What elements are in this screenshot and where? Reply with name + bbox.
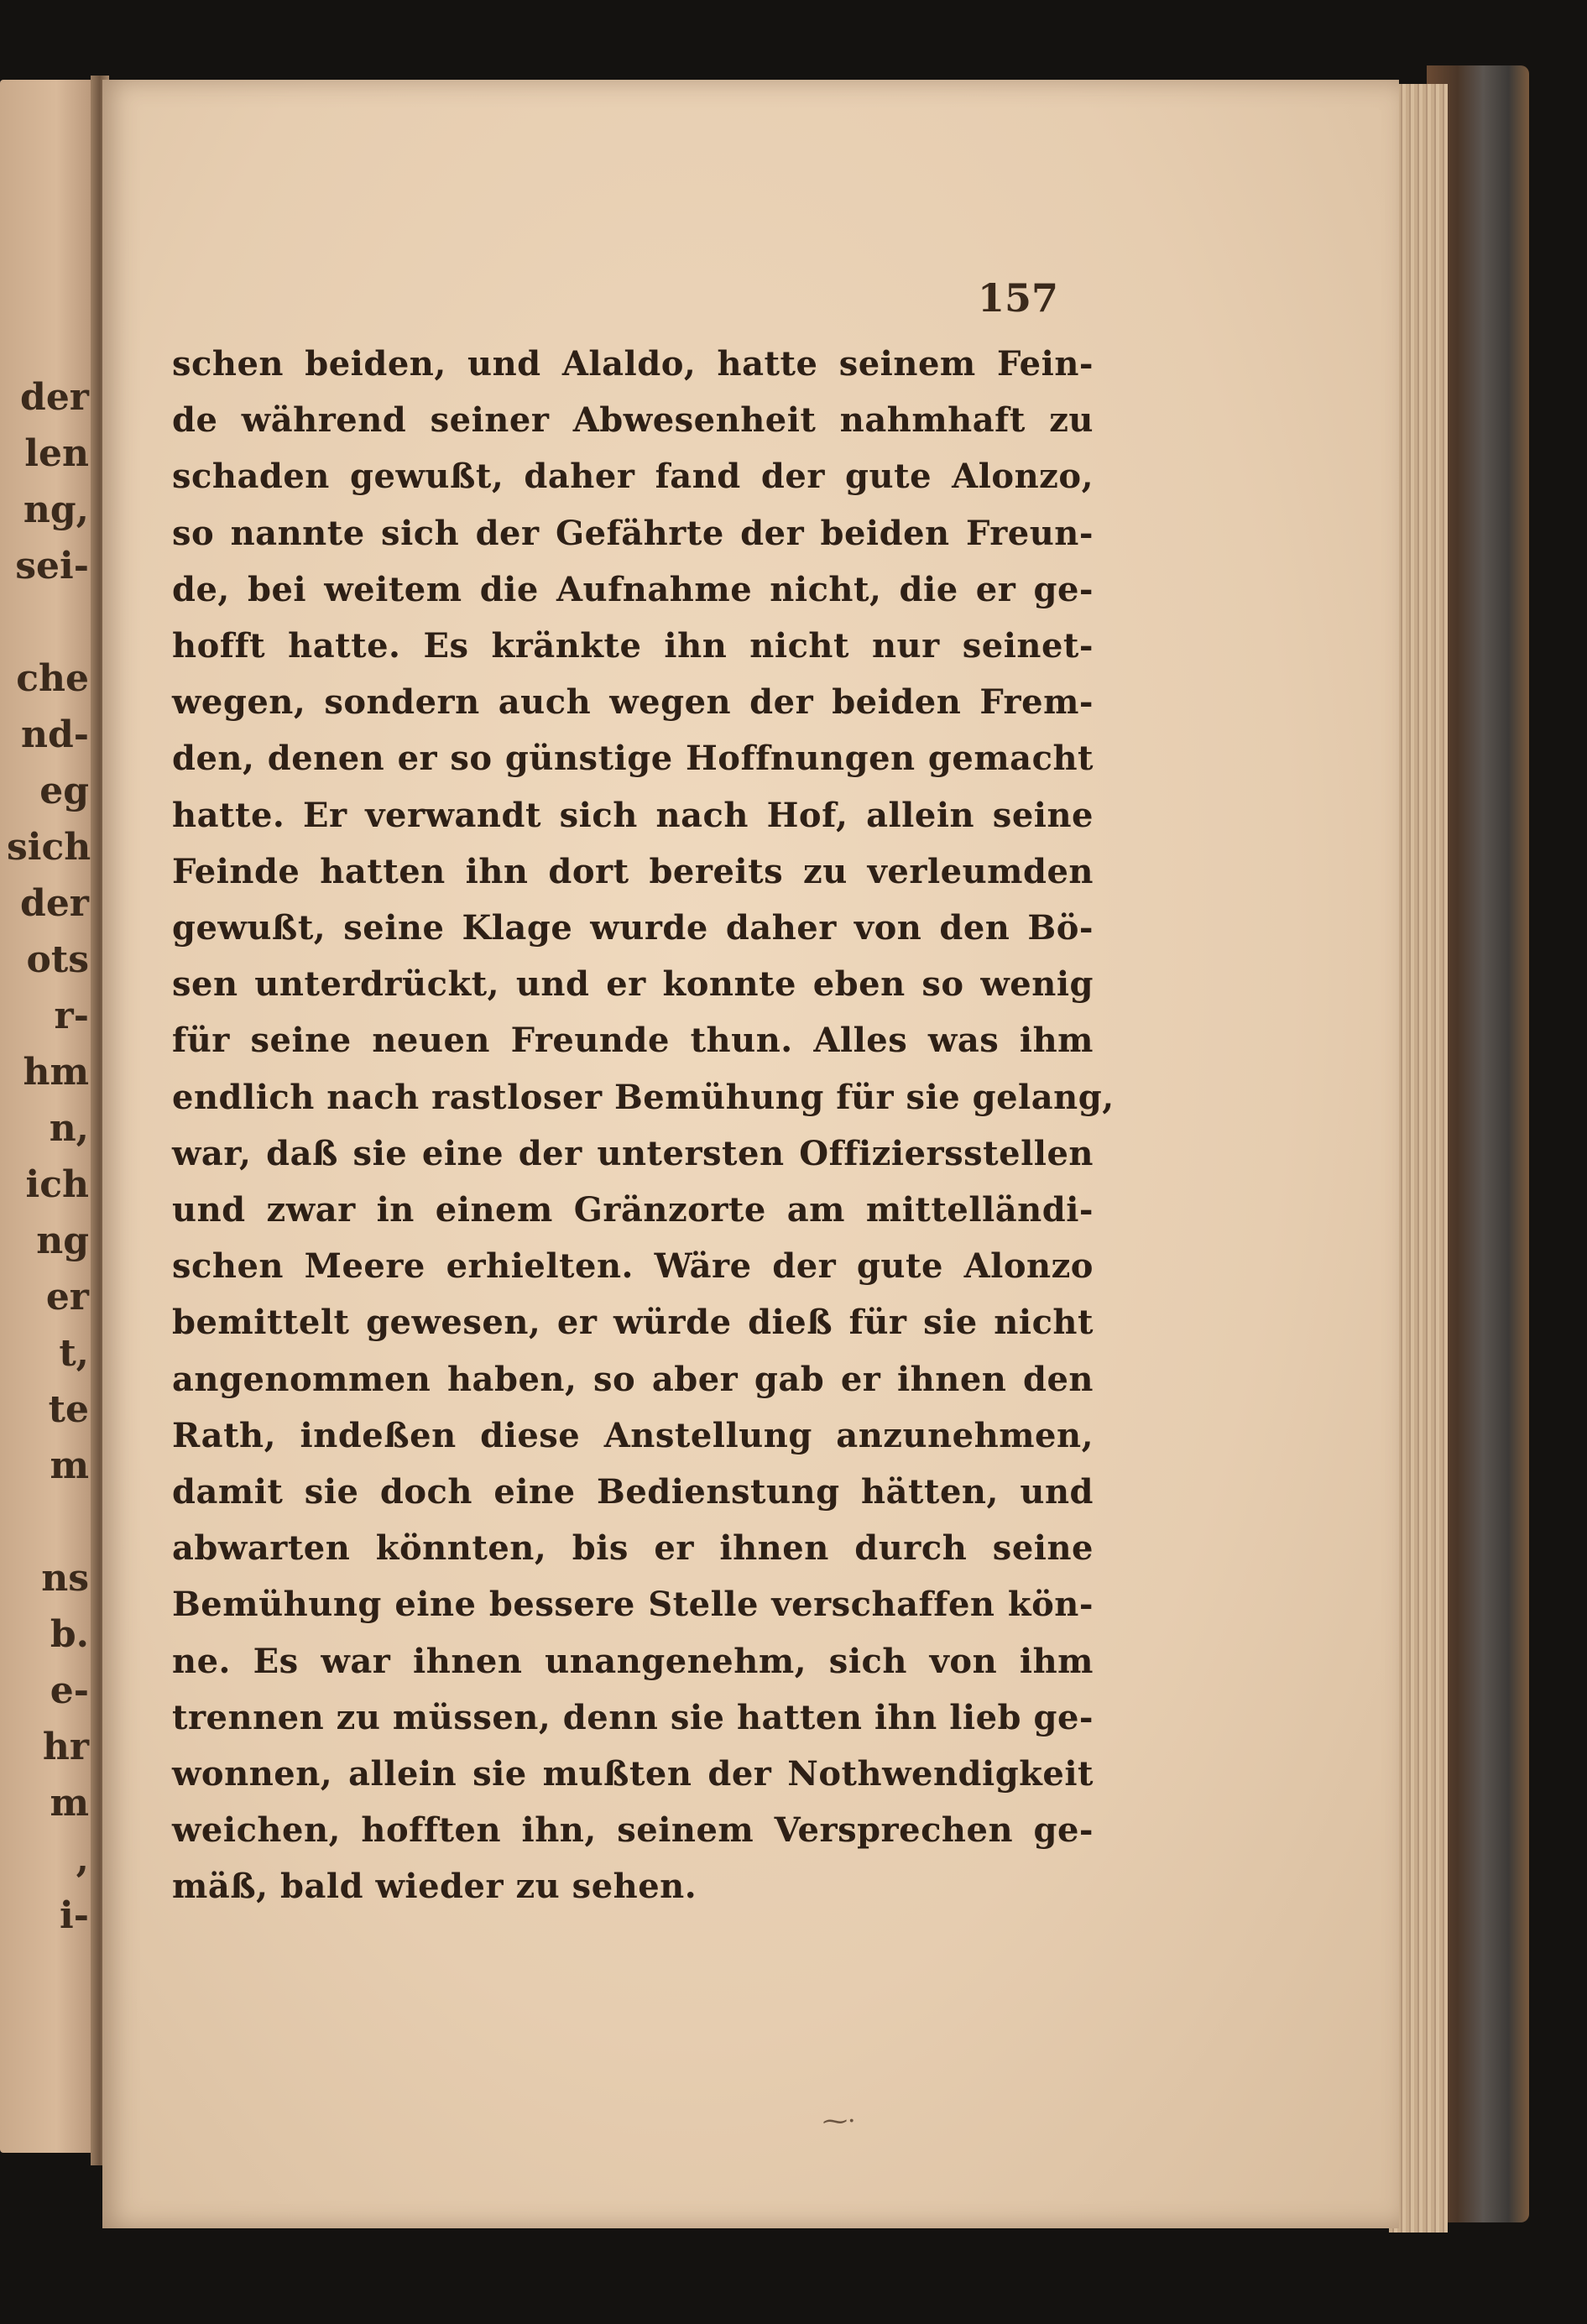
text-line: schaden gewußt, daher fand der gute Alonzo,	[172, 457, 1094, 497]
text-line: trennen zu müssen, denn sie hatten ihn lieb ge-	[172, 1697, 1094, 1737]
previous-page-line-endings	[7, 369, 94, 1944]
previous-page-fragment: te	[48, 1388, 89, 1431]
text-line: für seine neuen Freunde thun. Alles was ihm	[172, 1021, 1094, 1061]
text-line: angenommen haben, so aber gab er ihnen den	[172, 1359, 1094, 1399]
previous-page-fragment	[7, 594, 94, 650]
previous-page-fragment: ots	[26, 938, 89, 981]
previous-page-fragment: r-	[54, 995, 89, 1037]
previous-page-fragment: che	[16, 657, 89, 700]
previous-page-fragment: sei-	[15, 545, 89, 588]
previous-page-fragment: ich	[25, 1163, 89, 1206]
text-line: hatte. Er verwandt sich nach Hof, allein seine	[172, 795, 1094, 835]
text-line: endlich nach rastloser Bemühung für sie gelang,	[172, 1077, 1115, 1117]
text-line: schen beiden, und Alaldo, hatte seinem Fein-	[172, 344, 1094, 384]
text-line: bemittelt gewesen, er würde dieß für sie nicht	[172, 1303, 1094, 1343]
text-line: wegen, sondern auch wegen der beiden Frem-	[172, 682, 1094, 723]
text-line: Rath, indeßen diese Anstellung anzunehmen,	[172, 1415, 1094, 1455]
text-line: wonnen, allein sie mußten der Nothwendigkeit	[172, 1754, 1094, 1794]
page-number: 157	[978, 275, 1059, 321]
text-line: und zwar in einem Gränzorte am mittelländi-	[172, 1190, 1094, 1230]
smudge-mark: ⁓·	[822, 2107, 856, 2136]
previous-page-fragment: m	[50, 1782, 89, 1825]
previous-page-fragment: er	[45, 1276, 89, 1319]
previous-page-fragment: b.	[50, 1613, 89, 1656]
text-line: so nannte sich der Gefährte der beiden Freun-	[172, 513, 1094, 553]
previous-page-fragment: ng,	[23, 488, 89, 531]
text-line: Bemühung eine bessere Stelle verschaffen kön-	[172, 1585, 1094, 1625]
text-line: schen Meere erhielten. Wäre der gute Alonzo	[172, 1246, 1094, 1287]
previous-page-fragment: ns	[41, 1557, 89, 1600]
text-line: de, bei weitem die Aufnahme nicht, die er ge-	[172, 569, 1094, 609]
previous-page-fragment: i-	[60, 1894, 89, 1937]
previous-page-fragment: der	[20, 376, 89, 419]
previous-page-fragment: ng	[36, 1219, 89, 1262]
previous-page-fragment: sich	[7, 826, 91, 869]
previous-page-fragment: eg	[39, 770, 89, 812]
previous-page-fragment: nd-	[20, 713, 89, 756]
previous-page-fragment: len	[24, 432, 89, 475]
text-line: war, daß sie eine der untersten Offiziersstellen	[172, 1133, 1094, 1173]
previous-page-fragment	[7, 1494, 94, 1550]
text-line: abwarten könnten, bis er ihnen durch seine	[172, 1528, 1094, 1569]
previous-page-fragment: der	[20, 882, 89, 925]
text-line: gewußt, seine Klage wurde daher von den Bö-	[172, 908, 1094, 948]
previous-page-fragment: hm	[23, 1051, 89, 1094]
text-line: Feinde hatten ihn dort bereits zu verleumden	[172, 851, 1094, 891]
previous-page-fragment: ,	[76, 1838, 89, 1881]
text-line: damit sie doch eine Bedienstung hätten, und	[172, 1472, 1094, 1512]
text-line: weichen, hofften ihn, seinem Versprechen ge-	[172, 1810, 1094, 1851]
text-line: den, denen er so günstige Hoffnungen gemacht	[172, 739, 1094, 779]
text-line: ne. Es war ihnen unangenehm, sich von ihm	[172, 1641, 1094, 1681]
text-line: sen unterdrückt, und er konnte eben so wenig	[172, 964, 1094, 1005]
previous-page-fragment: hr	[42, 1726, 89, 1768]
previous-page-fragment: n,	[49, 1107, 89, 1150]
page-body-text	[172, 336, 1115, 1915]
previous-page-fragment: e-	[50, 1669, 89, 1712]
previous-page-fragment: m	[50, 1444, 89, 1487]
previous-page-margin	[0, 80, 94, 2153]
text-line: hofft hatte. Es kränkte ihn nicht nur seinet-	[172, 626, 1094, 666]
previous-page-fragment: t,	[59, 1332, 89, 1375]
text-line: de während seiner Abwesenheit nahmhaft zu	[172, 400, 1094, 441]
text-line: mäß, bald wieder zu sehen.	[172, 1867, 697, 1907]
